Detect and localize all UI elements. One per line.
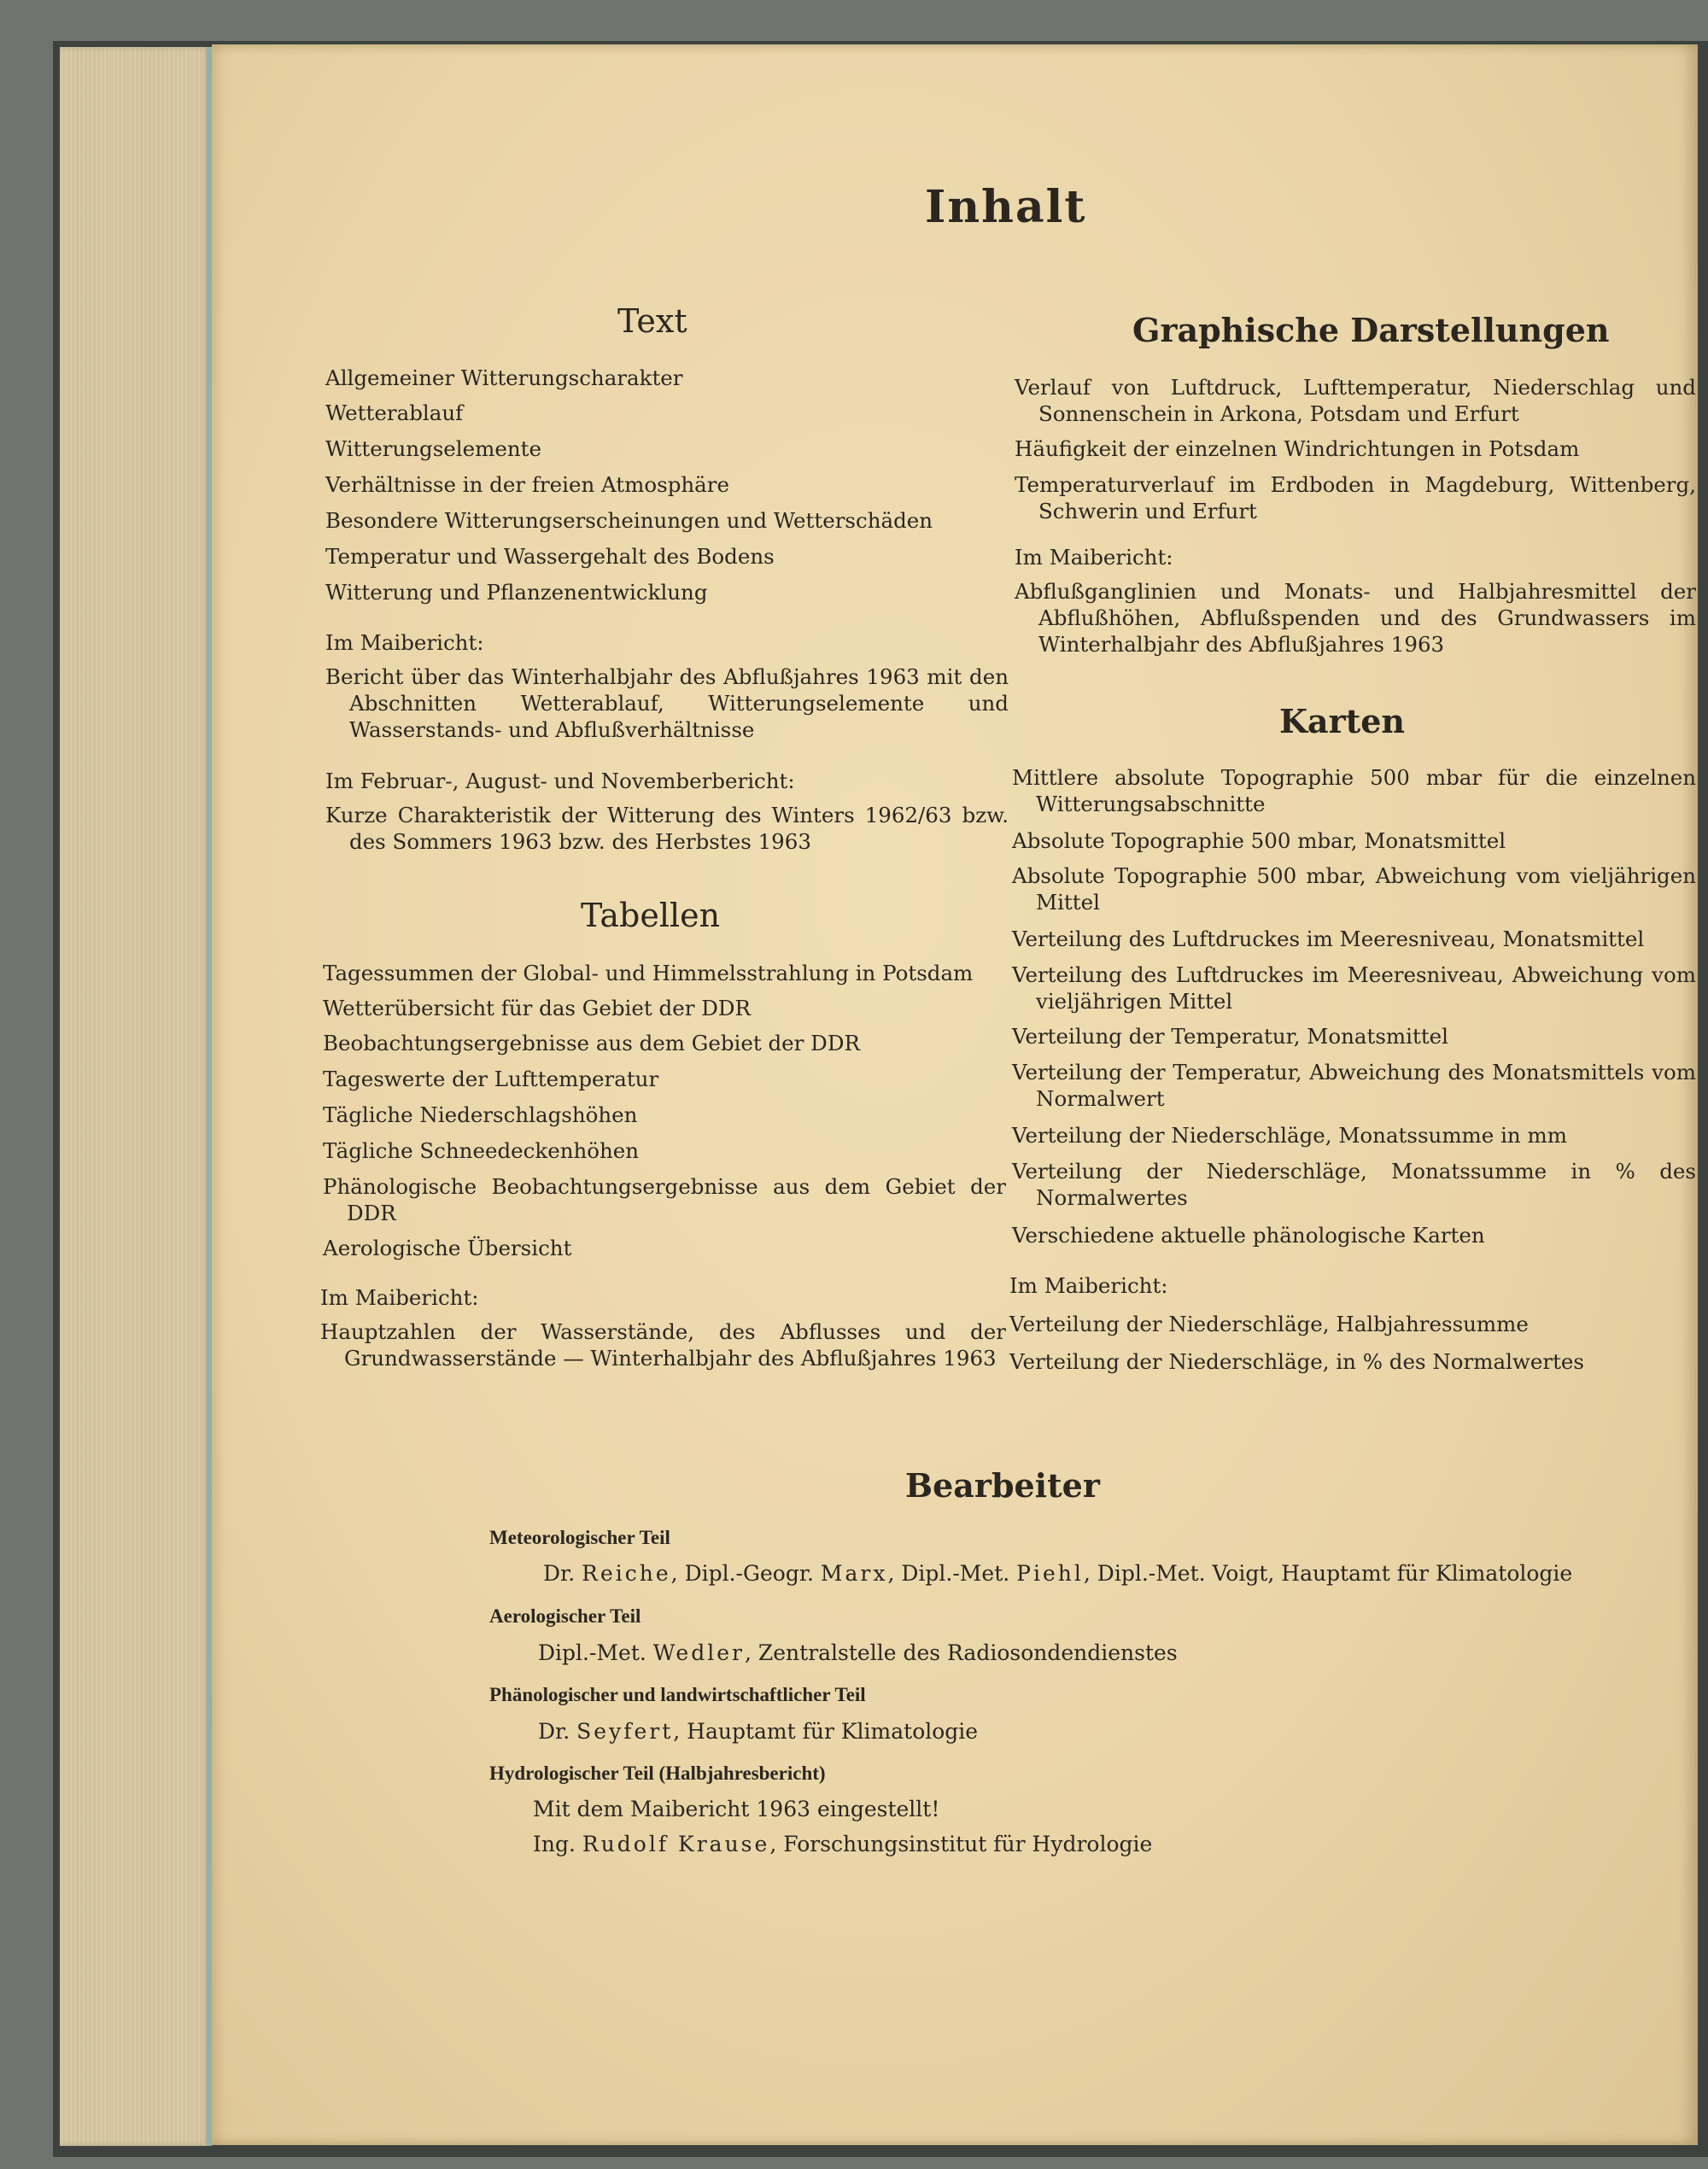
- text-item: Temperatur und Wassergehalt des Bodens: [325, 544, 775, 569]
- karten-item: Verteilung des Luftdruckes im Meeresniveau, Abweichung vom vieljährigen Mittel: [1012, 962, 1696, 1014]
- karten-mai-label: Im Maibericht:: [1009, 1273, 1168, 1298]
- tabellen-item: Tageswerte der Lufttemperatur: [323, 1067, 659, 1091]
- tabellen-item: Tägliche Schneedeckenhöhen: [323, 1138, 640, 1163]
- tabellen-mai-label: Im Maibericht:: [320, 1285, 479, 1310]
- graphische-item: Temperaturverlauf im Erdboden in Magdeburg, Wittenberg, Schwerin und Erfurt: [1015, 472, 1696, 523]
- meteo-rest: Dipl.-Met. Voigt, Hauptamt für Klimatologie: [1097, 1561, 1573, 1586]
- graphische-mai-label: Im Maibericht:: [1015, 545, 1173, 570]
- name-reiche: Reiche: [582, 1561, 671, 1586]
- text-mai-label: Im Maibericht:: [325, 630, 484, 655]
- graphische-heading: Graphische Darstellungen: [1132, 311, 1610, 349]
- graphische-mai-item: Abflußganglinien und Monats- und Halbjahresmittel der Abflußhöhen, Abflußspenden und des Grundwassers im Winterhalbjahr des Abflußjahres 1963: [1015, 579, 1696, 657]
- text-item: Witterung und Pflanzenentwicklung: [325, 580, 708, 605]
- karten-item: Mittlere absolute Topographie 500 mbar für die einzelnen Witterungsabschnitte: [1012, 765, 1696, 816]
- person-meteorologisch: Dr. Reiche, Dipl.-Geogr. Marx, Dipl.-Met. Piehl, Dipl.-Met. Voigt, Hauptamt für Klimatologie: [543, 1561, 1573, 1586]
- bearbeiter-heading: Bearbeiter: [905, 1466, 1100, 1505]
- karten-item: Verschiedene aktuelle phänologische Karten: [1012, 1223, 1485, 1248]
- tabellen-heading: Tabellen: [581, 897, 721, 934]
- page-title: Inhalt: [925, 181, 1087, 233]
- karten-item: Verteilung der Temperatur, Monatsmittel: [1012, 1024, 1449, 1049]
- karten-heading: Karten: [1279, 702, 1406, 740]
- text-feb-item: Kurze Charakteristik der Witterung des Winters 1962/63 bzw. des Sommers 1963 bzw. des Herbstes 1963: [325, 803, 1009, 854]
- tabellen-item: Wetterübersicht für das Gebiet der DDR: [323, 996, 751, 1020]
- text-mai-item: Bericht über das Winterhalbjahr des Abflußjahres 1963 mit den Abschnitten Wetterablauf, Witterungselemente und Wasserstands- und Abflußverhältnisse: [325, 664, 1009, 742]
- person-hydrologisch: Ing. Rudolf Krause, Forschungsinstitut für Hydrologie: [533, 1832, 1153, 1856]
- karten-item: Verteilung der Niederschläge, Monatssumme in % des Normalwertes: [1012, 1159, 1696, 1210]
- text-item: Wetterablauf: [325, 400, 464, 425]
- karten-item: Verteilung der Niederschläge, Monatssumme in mm: [1012, 1123, 1567, 1148]
- person-phaenologisch: Dr. Seyfert, Hauptamt für Klimatologie: [538, 1719, 979, 1744]
- phaeno-rest: Hauptamt für Klimatologie: [687, 1719, 979, 1744]
- karten-mai-item: Verteilung der Niederschläge, Halbjahressumme: [1009, 1312, 1529, 1336]
- karten-item: Absolute Topographie 500 mbar, Abweichung vom vieljährigen Mittel: [1012, 863, 1696, 915]
- name-seyfert: Seyfert: [576, 1719, 674, 1744]
- tabellen-item: Aerologische Übersicht: [323, 1236, 572, 1260]
- role-phaenologisch: Phänologischer und landwirtschaftlicher Teil: [489, 1684, 866, 1705]
- hydro-note: Mit dem Maibericht 1963 eingestellt!: [533, 1797, 940, 1821]
- page: [212, 44, 1698, 2145]
- name-wedler: Wedler: [652, 1640, 745, 1665]
- karten-mai-item: Verteilung der Niederschläge, in % des Normalwertes: [1009, 1349, 1585, 1374]
- name-piehl: Piehl: [1016, 1561, 1084, 1586]
- role-hydrologisch: Hydrologischer Teil (Halbjahresbericht): [489, 1763, 826, 1784]
- person-aerologisch: Dipl.-Met. Wedler, Zentralstelle des Radiosondendienstes: [538, 1640, 1178, 1665]
- text-heading: Text: [617, 302, 687, 340]
- name-krause: Rudolf Krause: [582, 1832, 770, 1856]
- role-aerologisch: Aerologischer Teil: [489, 1605, 641, 1627]
- graphische-item: Häufigkeit der einzelnen Windrichtungen in Potsdam: [1015, 436, 1580, 461]
- karten-item: Verteilung des Luftdruckes im Meeresniveau, Monatsmittel: [1012, 927, 1645, 951]
- aero-rest: Zentralstelle des Radiosondendienstes: [757, 1640, 1178, 1665]
- tabellen-mai-item: Hauptzahlen der Wasserstände, des Abflusses und der Grundwasserstände — Winterhalbjahr des Abflußjahres 1963: [320, 1319, 1006, 1371]
- text-item: Witterungselemente: [325, 436, 541, 461]
- text-item: Verhältnisse in der freien Atmosphäre: [325, 472, 729, 497]
- tabellen-item: Beobachtungsergebnisse aus dem Gebiet der DDR: [323, 1031, 860, 1055]
- page-edges: [60, 47, 212, 2146]
- role-meteorologisch: Meteorologischer Teil: [489, 1527, 670, 1548]
- hydro-rest: Forschungsinstitut für Hydrologie: [783, 1832, 1153, 1856]
- graphische-item: Verlauf von Luftdruck, Lufttemperatur, Niederschlag und Sonnenschein in Arkona, Potsdam und Erfurt: [1015, 375, 1696, 426]
- name-marx: Marx: [820, 1561, 888, 1586]
- text-item: Besondere Witterungserscheinungen und Wetterschäden: [325, 508, 933, 533]
- tabellen-item: Tagessummen der Global- und Himmelsstrahlung in Potsdam: [323, 961, 974, 985]
- karten-item: Absolute Topographie 500 mbar, Monatsmittel: [1012, 828, 1506, 853]
- text-item: Allgemeiner Witterungscharakter: [325, 365, 683, 390]
- tabellen-item: Phänologische Beobachtungsergebnisse aus dem Gebiet der DDR: [323, 1174, 1006, 1225]
- karten-item: Verteilung der Temperatur, Abweichung des Monatsmittels vom Normalwert: [1012, 1060, 1696, 1111]
- tabellen-item: Tägliche Niederschlagshöhen: [323, 1102, 638, 1127]
- text-feb-label: Im Februar-, August- und Novemberbericht:: [325, 769, 795, 793]
